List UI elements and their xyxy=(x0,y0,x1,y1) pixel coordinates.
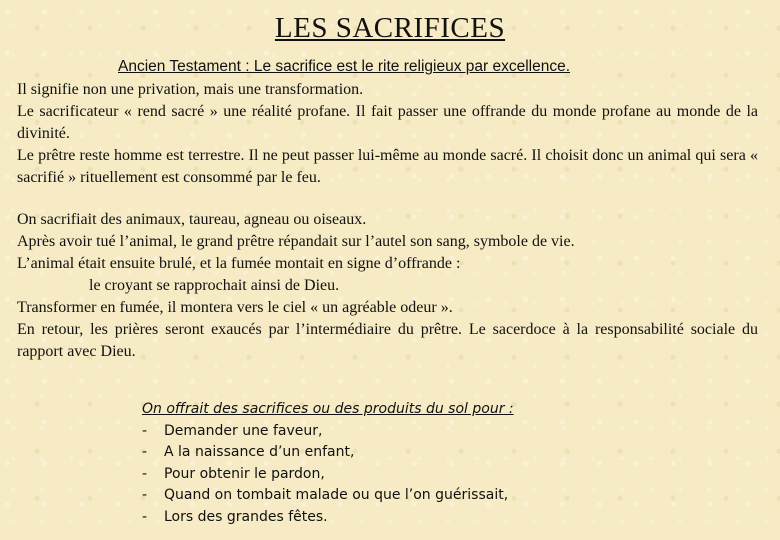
list-item xyxy=(142,442,562,464)
list-item-text: Pour obtenir le pardon, xyxy=(164,465,325,482)
text-line: On sacrifiait des animaux, taureau, agneau ou oiseaux. xyxy=(17,211,367,228)
subtitle: Ancien Testament : Le sacrifice est le rite religieux par excellence. xyxy=(118,58,571,75)
text-line: Le prêtre reste homme est terrestre. Il ne peut passer lui-même au monde sacré. Il choisit donc un animal qui sera « sacrifié » rituellement est consommé par le feu. xyxy=(17,147,758,186)
list-item xyxy=(142,507,562,529)
text-line: Transformer en fumée, il montera vers le ciel « un agréable odeur ». xyxy=(17,299,453,316)
text-line-indented: le croyant se rapprochait ainsi de Dieu. xyxy=(89,277,340,294)
text-line: L’animal était ensuite brulé, et la fumée montait en signe d’offrande : xyxy=(17,255,461,272)
text-line: Après avoir tué l’animal, le grand prêtre répandait sur l’autel son sang, symbole de vie. xyxy=(17,233,575,250)
list-item-text: A la naissance d’un enfant, xyxy=(164,444,355,461)
list-heading: On offrait des sacrifices ou des produits du sol pour : xyxy=(142,401,514,417)
text-line: Il signifie non une privation, mais une transformation. xyxy=(17,81,364,98)
bullet-dash: - xyxy=(142,508,148,525)
bullet-dash: - xyxy=(142,422,148,439)
list-item xyxy=(142,464,562,486)
text-line: En retour, les prières seront exaucés par l’intermédiaire du prêtre. Le sacerdoce à la responsabilité sociale du rapport avec Dieu. xyxy=(17,321,758,360)
list-item xyxy=(142,485,562,507)
list-item xyxy=(142,421,562,443)
bullet-dash: - xyxy=(142,444,148,461)
paragraph-animal-sacrifice xyxy=(17,209,758,363)
offerings-list xyxy=(142,399,562,529)
paragraph-meaning xyxy=(17,79,758,189)
bullet-dash: - xyxy=(142,465,148,482)
list-item-text: Quand on tombait malade ou que l’on guérissait, xyxy=(164,487,509,504)
page-title: LES SACRIFICES xyxy=(274,12,506,44)
bullet-dash: - xyxy=(142,487,148,504)
list-item-text: Demander une faveur, xyxy=(164,422,323,439)
text-line: Le sacrificateur « rend sacré » une réalité profane. Il fait passer une offrande du monde profane au monde de la divinité. xyxy=(17,103,758,142)
list-item-text: Lors des grandes fêtes. xyxy=(164,508,328,525)
bullet-list xyxy=(142,421,562,529)
